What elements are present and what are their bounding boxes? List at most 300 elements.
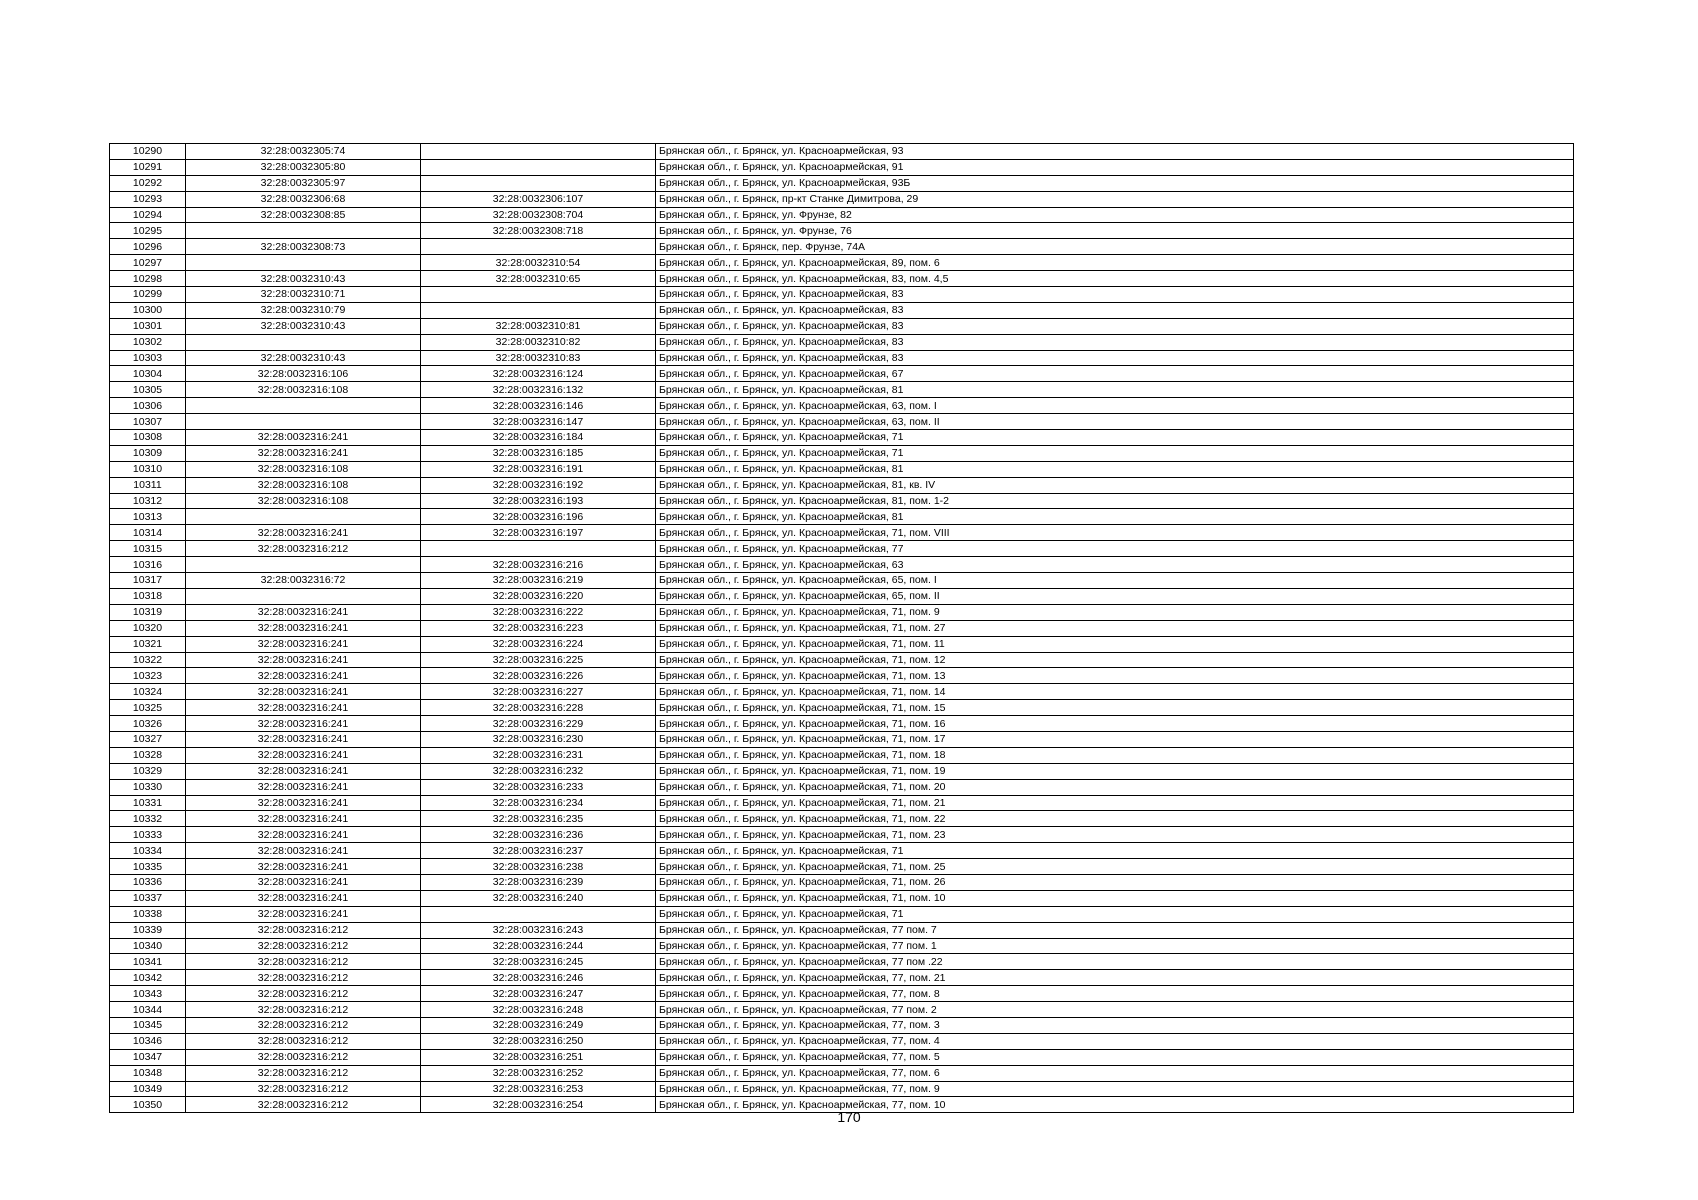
table-row — [110, 159, 1574, 175]
row-number-cell: 10299 — [110, 287, 186, 303]
object-cadastral-number-cell: 32:28:0032316:243 — [421, 922, 656, 938]
object-cadastral-number-cell: 32:28:0032316:191 — [421, 461, 656, 477]
object-cadastral-number-cell: 32:28:0032316:244 — [421, 938, 656, 954]
land-cadastral-number-cell: 32:28:0032316:212 — [186, 986, 421, 1002]
table-row — [110, 525, 1574, 541]
row-number-cell: 10306 — [110, 398, 186, 414]
row-number-cell: 10319 — [110, 604, 186, 620]
address-cell: Брянская обл., г. Брянск, ул. Красноармейская, 63 — [656, 557, 1574, 573]
address-cell: Брянская обл., г. Брянск, ул. Красноармейская, 71, пом. 9 — [656, 604, 1574, 620]
object-cadastral-number-cell: 32:28:0032316:231 — [421, 747, 656, 763]
address-cell: Брянская обл., г. Брянск, ул. Красноармейская, 71, пом. 18 — [656, 747, 1574, 763]
land-cadastral-number-cell: 32:28:0032316:212 — [186, 1065, 421, 1081]
land-cadastral-number-cell: 32:28:0032310:43 — [186, 350, 421, 366]
object-cadastral-number-cell: 32:28:0032310:54 — [421, 255, 656, 271]
row-number-cell: 10290 — [110, 144, 186, 160]
address-cell: Брянская обл., г. Брянск, ул. Красноармейская, 81 — [656, 509, 1574, 525]
object-cadastral-number-cell: 32:28:0032316:240 — [421, 890, 656, 906]
object-cadastral-number-cell: 32:28:0032316:239 — [421, 874, 656, 890]
land-cadastral-number-cell: 32:28:0032316:241 — [186, 445, 421, 461]
row-number-cell: 10324 — [110, 684, 186, 700]
object-cadastral-number-cell: 32:28:0032316:226 — [421, 668, 656, 684]
object-cadastral-number-cell — [421, 144, 656, 160]
table-row — [110, 191, 1574, 207]
address-cell: Брянская обл., г. Брянск, ул. Красноармейская, 77 пом. 2 — [656, 1002, 1574, 1018]
object-cadastral-number-cell: 32:28:0032316:223 — [421, 620, 656, 636]
row-number-cell: 10298 — [110, 271, 186, 287]
row-number-cell: 10325 — [110, 700, 186, 716]
row-number-cell: 10338 — [110, 906, 186, 922]
table-row — [110, 890, 1574, 906]
row-number-cell: 10330 — [110, 779, 186, 795]
row-number-cell: 10301 — [110, 318, 186, 334]
table-row — [110, 779, 1574, 795]
land-cadastral-number-cell: 32:28:0032316:212 — [186, 938, 421, 954]
land-cadastral-number-cell: 32:28:0032316:212 — [186, 970, 421, 986]
row-number-cell: 10308 — [110, 430, 186, 446]
address-cell: Брянская обл., г. Брянск, ул. Красноармейская, 77 пом. 1 — [656, 938, 1574, 954]
land-cadastral-number-cell: 32:28:0032316:212 — [186, 1017, 421, 1033]
table-row — [110, 604, 1574, 620]
object-cadastral-number-cell: 32:28:0032316:196 — [421, 509, 656, 525]
object-cadastral-number-cell: 32:28:0032316:247 — [421, 986, 656, 1002]
object-cadastral-number-cell: 32:28:0032316:245 — [421, 954, 656, 970]
address-cell: Брянская обл., г. Брянск, ул. Красноармейская, 71 — [656, 843, 1574, 859]
row-number-cell: 10344 — [110, 1002, 186, 1018]
row-number-cell: 10309 — [110, 445, 186, 461]
land-cadastral-number-cell — [186, 557, 421, 573]
land-cadastral-number-cell: 32:28:0032316:241 — [186, 652, 421, 668]
table-row — [110, 827, 1574, 843]
table-row — [110, 763, 1574, 779]
address-cell: Брянская обл., г. Брянск, ул. Красноармейская, 71, пом. 25 — [656, 859, 1574, 875]
land-cadastral-number-cell: 32:28:0032316:108 — [186, 461, 421, 477]
address-cell: Брянская обл., г. Брянск, ул. Красноармейская, 65, пом. I — [656, 573, 1574, 589]
land-cadastral-number-cell — [186, 223, 421, 239]
land-cadastral-number-cell: 32:28:0032305:80 — [186, 159, 421, 175]
land-cadastral-number-cell: 32:28:0032310:43 — [186, 271, 421, 287]
address-cell: Брянская обл., г. Брянск, ул. Красноармейская, 71, пом. 23 — [656, 827, 1574, 843]
table-row — [110, 557, 1574, 573]
object-cadastral-number-cell: 32:28:0032316:227 — [421, 684, 656, 700]
address-cell: Брянская обл., г. Брянск, ул. Красноармейская, 71, пом. 26 — [656, 874, 1574, 890]
object-cadastral-number-cell: 32:28:0032310:81 — [421, 318, 656, 334]
table-row — [110, 350, 1574, 366]
land-cadastral-number-cell: 32:28:0032305:97 — [186, 175, 421, 191]
address-cell: Брянская обл., г. Брянск, ул. Красноармейская, 71 — [656, 445, 1574, 461]
address-cell: Брянская обл., г. Брянск, ул. Красноармейская, 77, пом. 8 — [656, 986, 1574, 1002]
object-cadastral-number-cell — [421, 175, 656, 191]
table-row — [110, 700, 1574, 716]
table-row — [110, 859, 1574, 875]
row-number-cell: 10348 — [110, 1065, 186, 1081]
land-cadastral-number-cell: 32:28:0032316:241 — [186, 874, 421, 890]
row-number-cell: 10302 — [110, 334, 186, 350]
object-cadastral-number-cell: 32:28:0032316:234 — [421, 795, 656, 811]
address-cell: Брянская обл., г. Брянск, ул. Красноармейская, 89, пом. 6 — [656, 255, 1574, 271]
row-number-cell: 10292 — [110, 175, 186, 191]
land-cadastral-number-cell: 32:28:0032316:241 — [186, 620, 421, 636]
object-cadastral-number-cell: 32:28:0032316:193 — [421, 493, 656, 509]
land-cadastral-number-cell: 32:28:0032316:241 — [186, 747, 421, 763]
table-row — [110, 445, 1574, 461]
land-cadastral-number-cell: 32:28:0032316:241 — [186, 890, 421, 906]
table-row — [110, 302, 1574, 318]
table-row — [110, 175, 1574, 191]
address-cell: Брянская обл., г. Брянск, ул. Красноармейская, 77, пом. 6 — [656, 1065, 1574, 1081]
table-row — [110, 287, 1574, 303]
address-cell: Брянская обл., г. Брянск, ул. Красноармейская, 93 — [656, 144, 1574, 160]
object-cadastral-number-cell: 32:28:0032316:192 — [421, 477, 656, 493]
row-number-cell: 10316 — [110, 557, 186, 573]
row-number-cell: 10304 — [110, 366, 186, 382]
address-cell: Брянская обл., г. Брянск, ул. Красноармейская, 81, кв. IV — [656, 477, 1574, 493]
object-cadastral-number-cell: 32:28:0032316:254 — [421, 1097, 656, 1113]
address-cell: Брянская обл., г. Брянск, ул. Красноармейская, 77, пом. 10 — [656, 1097, 1574, 1113]
row-number-cell: 10295 — [110, 223, 186, 239]
row-number-cell: 10313 — [110, 509, 186, 525]
object-cadastral-number-cell: 32:28:0032310:65 — [421, 271, 656, 287]
table-row — [110, 493, 1574, 509]
land-cadastral-number-cell: 32:28:0032316:241 — [186, 668, 421, 684]
land-cadastral-number-cell: 32:28:0032316:241 — [186, 859, 421, 875]
object-cadastral-number-cell — [421, 287, 656, 303]
land-cadastral-number-cell: 32:28:0032316:241 — [186, 700, 421, 716]
row-number-cell: 10335 — [110, 859, 186, 875]
row-number-cell: 10329 — [110, 763, 186, 779]
object-cadastral-number-cell: 32:28:0032308:704 — [421, 207, 656, 223]
row-number-cell: 10328 — [110, 747, 186, 763]
object-cadastral-number-cell: 32:28:0032316:253 — [421, 1081, 656, 1097]
row-number-cell: 10317 — [110, 573, 186, 589]
address-cell: Брянская обл., г. Брянск, ул. Красноармейская, 71, пом. 16 — [656, 716, 1574, 732]
object-cadastral-number-cell: 32:28:0032316:251 — [421, 1049, 656, 1065]
table-row — [110, 255, 1574, 271]
row-number-cell: 10294 — [110, 207, 186, 223]
table-row — [110, 922, 1574, 938]
address-cell: Брянская обл., г. Брянск, ул. Красноармейская, 71 — [656, 906, 1574, 922]
row-number-cell: 10300 — [110, 302, 186, 318]
object-cadastral-number-cell: 32:28:0032316:216 — [421, 557, 656, 573]
table-row — [110, 668, 1574, 684]
row-number-cell: 10312 — [110, 493, 186, 509]
object-cadastral-number-cell: 32:28:0032316:236 — [421, 827, 656, 843]
address-cell: Брянская обл., г. Брянск, ул. Красноармейская, 71, пом. 10 — [656, 890, 1574, 906]
object-cadastral-number-cell: 32:28:0032316:124 — [421, 366, 656, 382]
table-row — [110, 477, 1574, 493]
table-row — [110, 430, 1574, 446]
land-cadastral-number-cell: 32:28:0032316:106 — [186, 366, 421, 382]
object-cadastral-number-cell: 32:28:0032316:232 — [421, 763, 656, 779]
row-number-cell: 10310 — [110, 461, 186, 477]
land-cadastral-number-cell: 32:28:0032316:212 — [186, 1081, 421, 1097]
address-cell: Брянская обл., г. Брянск, ул. Красноармейская, 71, пом. 11 — [656, 636, 1574, 652]
object-cadastral-number-cell: 32:28:0032316:146 — [421, 398, 656, 414]
row-number-cell: 10307 — [110, 414, 186, 430]
land-cadastral-number-cell — [186, 255, 421, 271]
table-row — [110, 731, 1574, 747]
table-row — [110, 366, 1574, 382]
address-cell: Брянская обл., г. Брянск, ул. Красноармейская, 71, пом. 21 — [656, 795, 1574, 811]
row-number-cell: 10342 — [110, 970, 186, 986]
row-number-cell: 10336 — [110, 874, 186, 890]
row-number-cell: 10333 — [110, 827, 186, 843]
row-number-cell: 10323 — [110, 668, 186, 684]
address-cell: Брянская обл., г. Брянск, ул. Фрунзе, 76 — [656, 223, 1574, 239]
land-cadastral-number-cell: 32:28:0032306:68 — [186, 191, 421, 207]
object-cadastral-number-cell — [421, 302, 656, 318]
land-cadastral-number-cell: 32:28:0032316:241 — [186, 525, 421, 541]
row-number-cell: 10345 — [110, 1017, 186, 1033]
address-cell: Брянская обл., г. Брянск, ул. Красноармейская, 71 — [656, 430, 1574, 446]
address-cell: Брянская обл., г. Брянск, ул. Красноармейская, 77 пом. 7 — [656, 922, 1574, 938]
row-number-cell: 10327 — [110, 731, 186, 747]
land-cadastral-number-cell: 32:28:0032305:74 — [186, 144, 421, 160]
row-number-cell: 10297 — [110, 255, 186, 271]
table-row — [110, 334, 1574, 350]
row-number-cell: 10321 — [110, 636, 186, 652]
property-table-body — [110, 144, 1574, 1113]
address-cell: Брянская обл., г. Брянск, ул. Красноармейская, 65, пом. II — [656, 588, 1574, 604]
land-cadastral-number-cell: 32:28:0032316:108 — [186, 477, 421, 493]
land-cadastral-number-cell: 32:28:0032316:212 — [186, 954, 421, 970]
table-row — [110, 414, 1574, 430]
address-cell: Брянская обл., г. Брянск, ул. Красноармейская, 83, пом. 4,5 — [656, 271, 1574, 287]
address-cell: Брянская обл., г. Брянск, ул. Красноармейская, 71, пом. 20 — [656, 779, 1574, 795]
object-cadastral-number-cell: 32:28:0032316:233 — [421, 779, 656, 795]
table-row — [110, 1049, 1574, 1065]
row-number-cell: 10340 — [110, 938, 186, 954]
object-cadastral-number-cell: 32:28:0032316:248 — [421, 1002, 656, 1018]
table-row — [110, 795, 1574, 811]
object-cadastral-number-cell: 32:28:0032316:237 — [421, 843, 656, 859]
table-row — [110, 239, 1574, 255]
row-number-cell: 10349 — [110, 1081, 186, 1097]
address-cell: Брянская обл., г. Брянск, ул. Красноармейская, 83 — [656, 302, 1574, 318]
land-cadastral-number-cell: 32:28:0032308:73 — [186, 239, 421, 255]
table-row — [110, 652, 1574, 668]
land-cadastral-number-cell — [186, 509, 421, 525]
address-cell: Брянская обл., г. Брянск, ул. Красноармейская, 71, пом. 15 — [656, 700, 1574, 716]
row-number-cell: 10331 — [110, 795, 186, 811]
land-cadastral-number-cell — [186, 398, 421, 414]
address-cell: Брянская обл., г. Брянск, ул. Красноармейская, 83 — [656, 287, 1574, 303]
address-cell: Брянская обл., г. Брянск, ул. Красноармейская, 71, пом. 13 — [656, 668, 1574, 684]
land-cadastral-number-cell: 32:28:0032316:241 — [186, 604, 421, 620]
object-cadastral-number-cell: 32:28:0032316:230 — [421, 731, 656, 747]
land-cadastral-number-cell: 32:28:0032316:108 — [186, 382, 421, 398]
address-cell: Брянская обл., г. Брянск, ул. Красноармейская, 71, пом. 17 — [656, 731, 1574, 747]
address-cell: Брянская обл., г. Брянск, ул. Красноармейская, 71, пом. 19 — [656, 763, 1574, 779]
object-cadastral-number-cell: 32:28:0032316:224 — [421, 636, 656, 652]
address-cell: Брянская обл., г. Брянск, ул. Красноармейская, 63, пом. II — [656, 414, 1574, 430]
row-number-cell: 10337 — [110, 890, 186, 906]
row-number-cell: 10293 — [110, 191, 186, 207]
object-cadastral-number-cell — [421, 239, 656, 255]
land-cadastral-number-cell: 32:28:0032316:212 — [186, 1049, 421, 1065]
object-cadastral-number-cell: 32:28:0032316:228 — [421, 700, 656, 716]
address-cell: Брянская обл., г. Брянск, ул. Фрунзе, 82 — [656, 207, 1574, 223]
page-number: 170 — [837, 1109, 861, 1125]
address-cell: Брянская обл., г. Брянск, ул. Красноармейская, 83 — [656, 334, 1574, 350]
object-cadastral-number-cell: 32:28:0032316:147 — [421, 414, 656, 430]
object-cadastral-number-cell: 32:28:0032316:197 — [421, 525, 656, 541]
row-number-cell: 10303 — [110, 350, 186, 366]
row-number-cell: 10322 — [110, 652, 186, 668]
row-number-cell: 10339 — [110, 922, 186, 938]
row-number-cell: 10320 — [110, 620, 186, 636]
table-row — [110, 970, 1574, 986]
table-row — [110, 588, 1574, 604]
land-cadastral-number-cell: 32:28:0032310:43 — [186, 318, 421, 334]
object-cadastral-number-cell: 32:28:0032316:132 — [421, 382, 656, 398]
table-row — [110, 747, 1574, 763]
address-cell: Брянская обл., г. Брянск, ул. Красноармейская, 77 — [656, 541, 1574, 557]
land-cadastral-number-cell: 32:28:0032316:72 — [186, 573, 421, 589]
object-cadastral-number-cell: 32:28:0032310:82 — [421, 334, 656, 350]
table-row — [110, 811, 1574, 827]
address-cell: Брянская обл., г. Брянск, ул. Красноармейская, 63, пом. I — [656, 398, 1574, 414]
object-cadastral-number-cell — [421, 159, 656, 175]
row-number-cell: 10305 — [110, 382, 186, 398]
table-row — [110, 843, 1574, 859]
address-cell: Брянская обл., г. Брянск, ул. Красноармейская, 71, пом. VIII — [656, 525, 1574, 541]
object-cadastral-number-cell: 32:28:0032316:222 — [421, 604, 656, 620]
land-cadastral-number-cell: 32:28:0032316:108 — [186, 493, 421, 509]
address-cell: Брянская обл., г. Брянск, ул. Красноармейская, 81 — [656, 382, 1574, 398]
land-cadastral-number-cell: 32:28:0032316:241 — [186, 827, 421, 843]
table-row — [110, 986, 1574, 1002]
table-row — [110, 207, 1574, 223]
object-cadastral-number-cell: 32:28:0032316:185 — [421, 445, 656, 461]
table-row — [110, 906, 1574, 922]
land-cadastral-number-cell: 32:28:0032316:241 — [186, 811, 421, 827]
address-cell: Брянская обл., г. Брянск, ул. Красноармейская, 71, пом. 22 — [656, 811, 1574, 827]
land-cadastral-number-cell: 32:28:0032316:241 — [186, 684, 421, 700]
land-cadastral-number-cell: 32:28:0032316:241 — [186, 795, 421, 811]
land-cadastral-number-cell: 32:28:0032316:212 — [186, 1002, 421, 1018]
address-cell: Брянская обл., г. Брянск, ул. Красноармейская, 77, пом. 9 — [656, 1081, 1574, 1097]
address-cell: Брянская обл., г. Брянск, ул. Красноармейская, 83 — [656, 318, 1574, 334]
address-cell: Брянская обл., г. Брянск, ул. Красноармейская, 77 пом .22 — [656, 954, 1574, 970]
land-cadastral-number-cell — [186, 414, 421, 430]
table-row — [110, 1033, 1574, 1049]
table-row — [110, 1017, 1574, 1033]
row-number-cell: 10318 — [110, 588, 186, 604]
land-cadastral-number-cell: 32:28:0032316:241 — [186, 731, 421, 747]
row-number-cell: 10341 — [110, 954, 186, 970]
property-table — [109, 143, 1574, 1113]
land-cadastral-number-cell — [186, 334, 421, 350]
row-number-cell: 10314 — [110, 525, 186, 541]
land-cadastral-number-cell: 32:28:0032316:241 — [186, 843, 421, 859]
table-row — [110, 938, 1574, 954]
address-cell: Брянская обл., г. Брянск, ул. Красноармейская, 77, пом. 5 — [656, 1049, 1574, 1065]
land-cadastral-number-cell: 32:28:0032316:241 — [186, 763, 421, 779]
table-row — [110, 874, 1574, 890]
land-cadastral-number-cell: 32:28:0032310:71 — [186, 287, 421, 303]
address-cell: Брянская обл., г. Брянск, ул. Красноармейская, 83 — [656, 350, 1574, 366]
object-cadastral-number-cell: 32:28:0032316:219 — [421, 573, 656, 589]
table-row — [110, 1065, 1574, 1081]
row-number-cell: 10315 — [110, 541, 186, 557]
table-row — [110, 398, 1574, 414]
object-cadastral-number-cell: 32:28:0032308:718 — [421, 223, 656, 239]
table-row — [110, 223, 1574, 239]
row-number-cell: 10343 — [110, 986, 186, 1002]
address-cell: Брянская обл., г. Брянск, ул. Красноармейская, 93Б — [656, 175, 1574, 191]
table-row — [110, 461, 1574, 477]
object-cadastral-number-cell: 32:28:0032316:235 — [421, 811, 656, 827]
object-cadastral-number-cell: 32:28:0032316:238 — [421, 859, 656, 875]
object-cadastral-number-cell: 32:28:0032316:252 — [421, 1065, 656, 1081]
table-row — [110, 144, 1574, 160]
object-cadastral-number-cell: 32:28:0032316:249 — [421, 1017, 656, 1033]
land-cadastral-number-cell: 32:28:0032316:241 — [186, 430, 421, 446]
row-number-cell: 10346 — [110, 1033, 186, 1049]
row-number-cell: 10326 — [110, 716, 186, 732]
row-number-cell: 10334 — [110, 843, 186, 859]
address-cell: Брянская обл., г. Брянск, ул. Красноармейская, 67 — [656, 366, 1574, 382]
object-cadastral-number-cell — [421, 541, 656, 557]
land-cadastral-number-cell: 32:28:0032316:241 — [186, 636, 421, 652]
object-cadastral-number-cell: 32:28:0032316:225 — [421, 652, 656, 668]
address-cell: Брянская обл., г. Брянск, ул. Красноармейская, 81 — [656, 461, 1574, 477]
address-cell: Брянская обл., г. Брянск, ул. Красноармейская, 71, пом. 14 — [656, 684, 1574, 700]
address-cell: Брянская обл., г. Брянск, ул. Красноармейская, 81, пом. 1-2 — [656, 493, 1574, 509]
object-cadastral-number-cell: 32:28:0032310:83 — [421, 350, 656, 366]
land-cadastral-number-cell: 32:28:0032316:212 — [186, 541, 421, 557]
table-row — [110, 1081, 1574, 1097]
address-cell: Брянская обл., г. Брянск, ул. Красноармейская, 71, пом. 12 — [656, 652, 1574, 668]
object-cadastral-number-cell — [421, 906, 656, 922]
table-row — [110, 620, 1574, 636]
table-row — [110, 716, 1574, 732]
address-cell: Брянская обл., г. Брянск, ул. Красноармейская, 77, пом. 4 — [656, 1033, 1574, 1049]
table-row — [110, 382, 1574, 398]
row-number-cell: 10296 — [110, 239, 186, 255]
land-cadastral-number-cell: 32:28:0032316:241 — [186, 779, 421, 795]
table-row — [110, 541, 1574, 557]
address-cell: Брянская обл., г. Брянск, ул. Красноармейская, 77, пом. 3 — [656, 1017, 1574, 1033]
land-cadastral-number-cell: 32:28:0032316:212 — [186, 1097, 421, 1113]
object-cadastral-number-cell: 32:28:0032316:229 — [421, 716, 656, 732]
table-row — [110, 636, 1574, 652]
land-cadastral-number-cell: 32:28:0032308:85 — [186, 207, 421, 223]
address-cell: Брянская обл., г. Брянск, пр-кт Станке Димитрова, 29 — [656, 191, 1574, 207]
object-cadastral-number-cell: 32:28:0032316:246 — [421, 970, 656, 986]
table-row — [110, 684, 1574, 700]
object-cadastral-number-cell: 32:28:0032316:184 — [421, 430, 656, 446]
address-cell: Брянская обл., г. Брянск, ул. Красноармейская, 77, пом. 21 — [656, 970, 1574, 986]
address-cell: Брянская обл., г. Брянск, ул. Красноармейская, 91 — [656, 159, 1574, 175]
land-cadastral-number-cell: 32:28:0032316:241 — [186, 906, 421, 922]
table-row — [110, 1002, 1574, 1018]
table-row — [110, 573, 1574, 589]
address-cell: Брянская обл., г. Брянск, ул. Красноармейская, 71, пом. 27 — [656, 620, 1574, 636]
row-number-cell: 10347 — [110, 1049, 186, 1065]
table-row — [110, 271, 1574, 287]
row-number-cell: 10291 — [110, 159, 186, 175]
table-row — [110, 954, 1574, 970]
object-cadastral-number-cell: 32:28:0032316:220 — [421, 588, 656, 604]
land-cadastral-number-cell: 32:28:0032316:212 — [186, 922, 421, 938]
row-number-cell: 10311 — [110, 477, 186, 493]
table-row — [110, 509, 1574, 525]
row-number-cell: 10350 — [110, 1097, 186, 1113]
land-cadastral-number-cell: 32:28:0032316:212 — [186, 1033, 421, 1049]
land-cadastral-number-cell: 32:28:0032316:241 — [186, 716, 421, 732]
